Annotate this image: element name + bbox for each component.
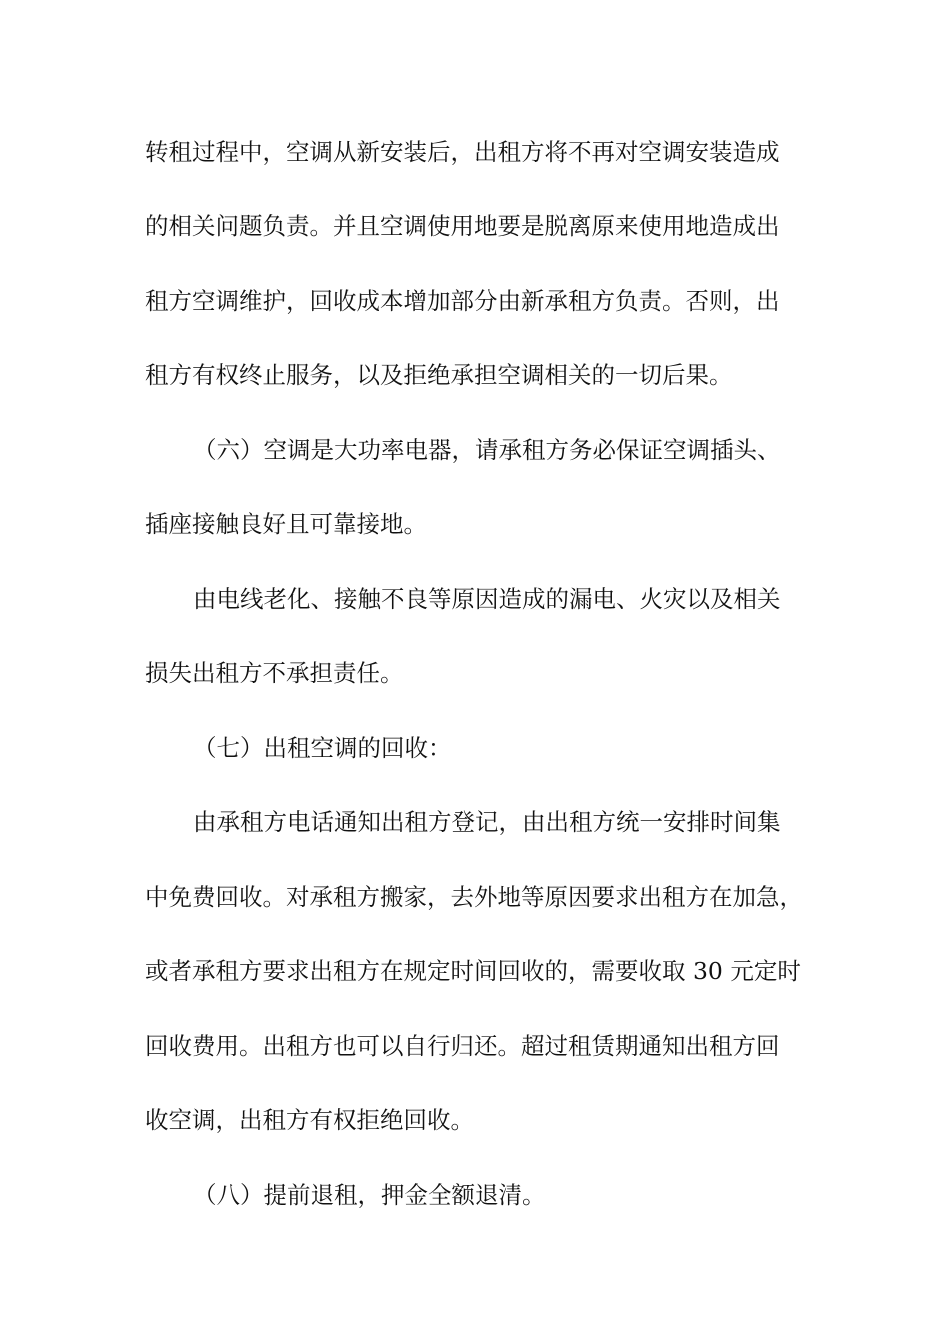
text-line-4: 租方有权终止服务，以及拒绝承担空调相关的一切后果。 [145, 361, 733, 389]
text-line-12: 或者承租方要求出租方在规定时间回收的，需要收取 30 元定时 [145, 957, 801, 985]
text-line-1: 转租过程中，空调从新安装后，出租方将不再对空调安装造成 [145, 138, 780, 166]
text-line-13: 回收费用。出租方也可以自行归还。超过租赁期通知出租方回 [145, 1032, 780, 1060]
text-line-6: 插座接触良好且可靠接地。 [145, 510, 427, 538]
text-line-5: （六）空调是大功率电器，请承租方务必保证空调插头、 [193, 436, 781, 464]
text-line-15: （八）提前退租，押金全额退清。 [193, 1181, 546, 1209]
text-line-10: 由承租方电话通知出租方登记，由出租方统一安排时间集 [193, 808, 781, 836]
text-line-8: 损失出租方不承担责任。 [145, 659, 404, 687]
text-line-14: 收空调，出租方有权拒绝回收。 [145, 1106, 474, 1134]
text-line-9: （七）出租空调的回收： [193, 734, 452, 762]
text-line-2: 的相关问题负责。并且空调使用地要是脱离原来使用地造成出 [145, 212, 780, 240]
text-line-3: 租方空调维护，回收成本增加部分由新承租方负责。否则，出 [145, 287, 780, 315]
text-line-7: 由电线老化、接触不良等原因造成的漏电、火灾以及相关 [193, 585, 781, 613]
text-line-11: 中免费回收。对承租方搬家，去外地等原因要求出租方在加急， [145, 883, 803, 911]
